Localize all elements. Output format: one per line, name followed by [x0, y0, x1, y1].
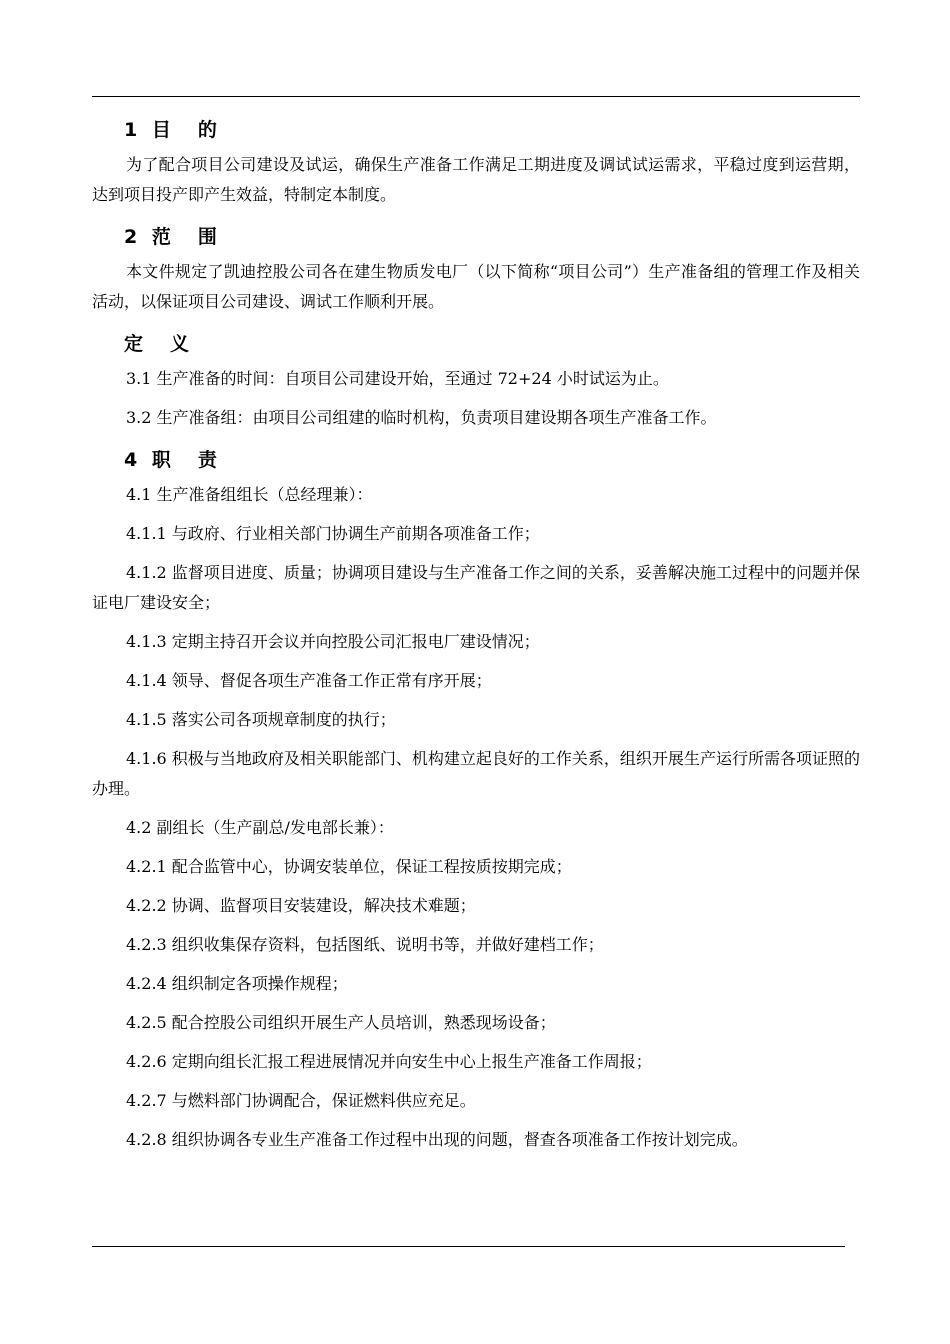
- section-definitions: [92, 326, 860, 433]
- paragraph: 4.2.2 协调、监督项目安装建设，解决技术难题；: [126, 896, 476, 915]
- section-heading: 1 目 的: [124, 119, 221, 141]
- paragraph: 4.2.3 组织收集保存资料，包括图纸、说明书等，并做好建档工作；: [126, 935, 604, 954]
- paragraph: 4.2 副组长（生产副总/发电部长兼）：: [126, 818, 394, 837]
- paragraph: 4.1.4 领导、督促各项生产准备工作正常有序开展；: [126, 671, 492, 690]
- document-body: [92, 108, 860, 1164]
- paragraph: 4.2.6 定期向组长汇报工程进展情况并向安生中心上报生产准备工作周报；: [126, 1052, 652, 1071]
- section-heading: 4 职 责: [124, 449, 221, 471]
- paragraph: 3.2 生产准备组：由项目公司组建的临时机构，负责项目建设期各项生产准备工作。: [126, 408, 717, 427]
- section-scope: [92, 219, 860, 317]
- paragraph: 4.2.5 配合控股公司组织开展生产人员培训，熟悉现场设备；: [126, 1013, 556, 1032]
- section-heading: 定 义: [124, 333, 194, 355]
- paragraph: 为了配合项目公司建设及试运，确保生产准备工作满足工期进度及调试试运需求，平稳过度到运营期，达到项目投产即产生效益，特制定本制度。: [92, 155, 860, 204]
- paragraph: 4.2.8 组织协调各专业生产准备工作过程中出现的问题，督查各项准备工作按计划完成。: [126, 1130, 748, 1149]
- paragraph: 4.1.1 与政府、行业相关部门协调生产前期各项准备工作；: [126, 524, 540, 543]
- paragraph: 4.1 生产准备组组长（总经理兼）：: [126, 485, 373, 504]
- paragraph: 3.1 生产准备的时间：自项目公司建设开始，至通过 72+24 小时试运为止。: [126, 369, 669, 388]
- section-responsibilities: [92, 442, 860, 1155]
- paragraph: 4.1.5 落实公司各项规章制度的执行；: [126, 710, 396, 729]
- section-purpose: [92, 112, 860, 210]
- paragraph: 4.2.1 配合监管中心，协调安装单位，保证工程按质按期完成；: [126, 857, 572, 876]
- paragraph: 本文件规定了凯迪控股公司各在建生物质发电厂（以下简称“项目公司”）生产准备组的管理工作及相关活动，以保证项目公司建设、调试工作顺利开展。: [92, 262, 860, 311]
- paragraph: 4.1.3 定期主持召开会议并向控股公司汇报电厂建设情况；: [126, 632, 540, 651]
- paragraph: 4.1.6 积极与当地政府及相关职能部门、机构建立起良好的工作关系，组织开展生产运行所需各项证照的办理。: [92, 749, 860, 798]
- section-heading: 2 范 围: [124, 226, 221, 248]
- paragraph: 4.1.2 监督项目进度、质量；协调项目建设与生产准备工作之间的关系，妥善解决施工过程中的问题并保证电厂建设安全；: [92, 563, 860, 612]
- paragraph: 4.2.7 与燃料部门协调配合，保证燃料供应充足。: [126, 1091, 476, 1110]
- header-rule: [92, 96, 860, 97]
- footer-rule: [92, 1246, 845, 1247]
- paragraph: 4.2.4 组织制定各项操作规程；: [126, 974, 348, 993]
